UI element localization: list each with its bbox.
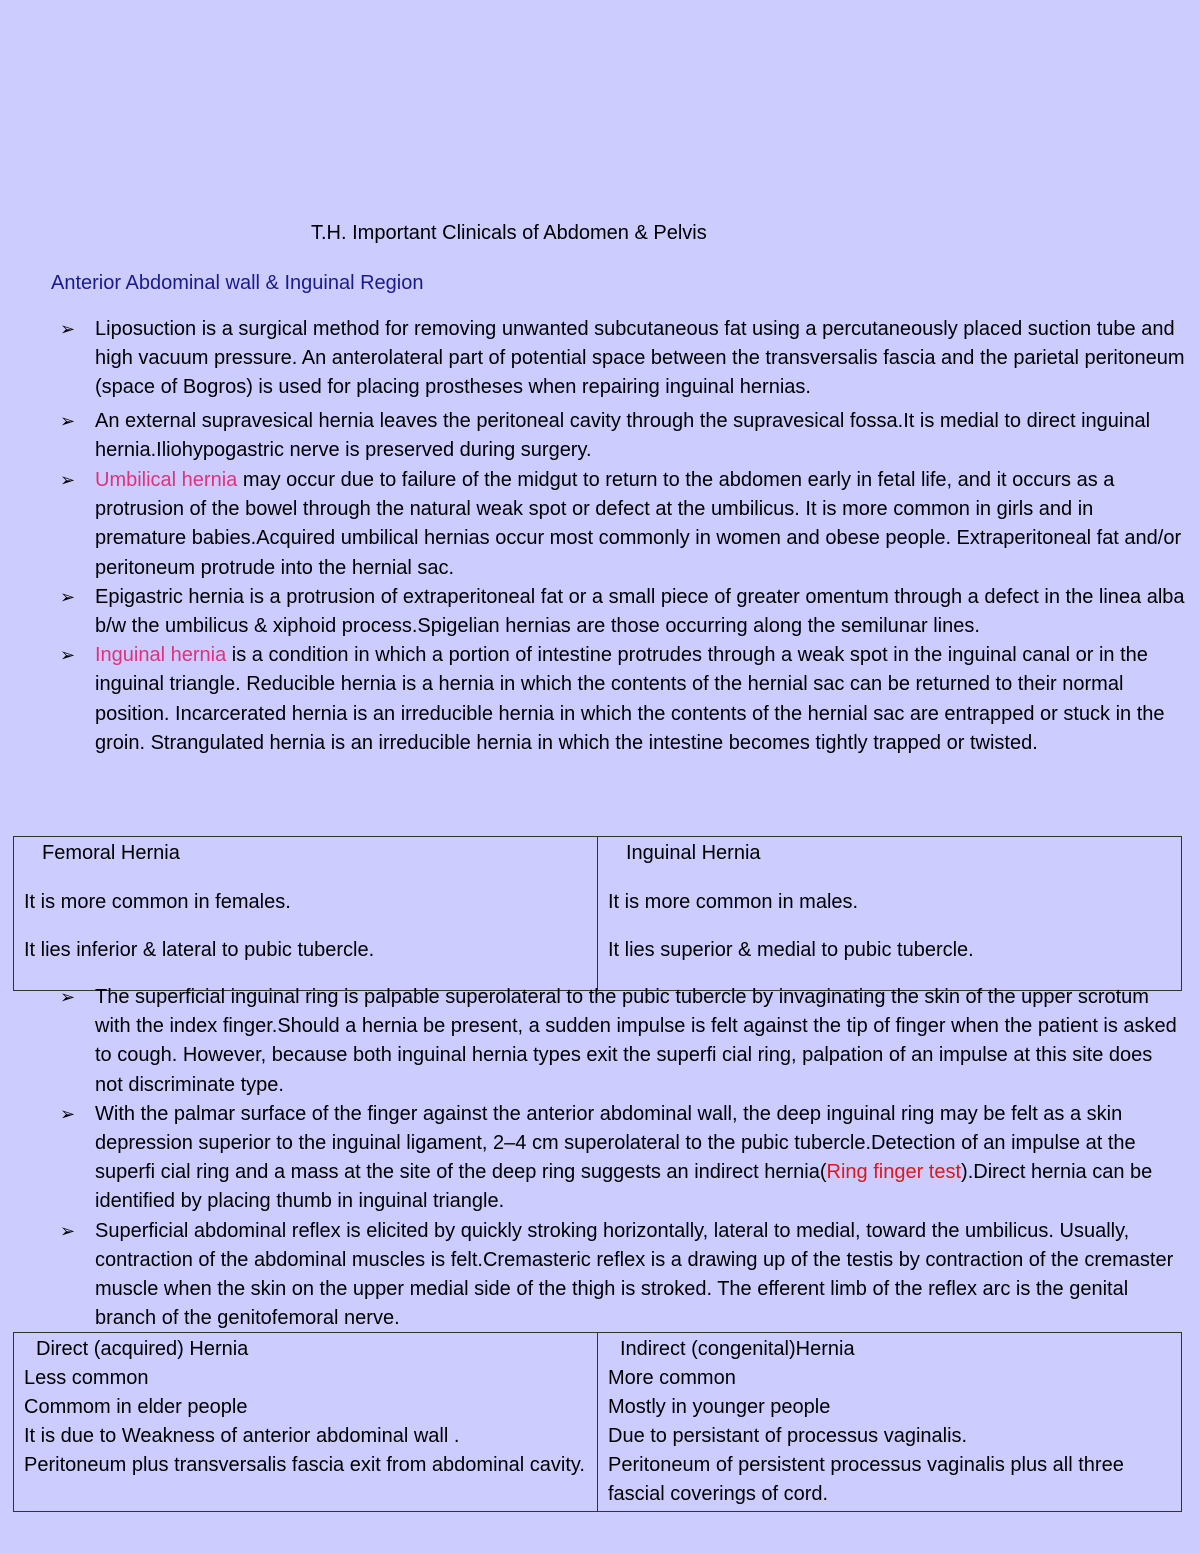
item-text: is a condition in which a portion of intestine protrudes through a weak spot in the inguinal canal or in the inguinal triangle. Reducible hernia is a hernia in which the contents of the hernial sac can be returned to their normal position. Incarcerated hernia is an irreducible hernia in which the contents of the hernial sac are entrapped or stuck in the groin. Strangulated hernia is an irreducible hernia in which the intestine becomes tightly trapped or twisted. <box>95 644 1165 754</box>
bullet-list-top <box>60 315 1185 758</box>
cell-line: It is due to Weakness of anterior abdominal wall . <box>24 1425 460 1447</box>
highlight-term: Inguinal hernia <box>95 644 227 667</box>
page-title: T.H. Important Clinicals of Abdomen & Pelvis <box>311 222 707 244</box>
arrow-bullet-icon: ➢ <box>60 586 76 607</box>
cell-line: Peritoneum of persistent processus vaginalis plus all three fascial coverings of cord. <box>608 1454 1124 1505</box>
item-text: An external supravesical hernia leaves the peritoneal cavity through the supravesical fossa.It is medial to direct inguinal hernia.Iliohypogastric nerve is preserved during surgery. <box>95 409 1151 461</box>
list-item <box>60 466 1185 583</box>
item-text: Superficial abdominal reflex is elicited by quickly stroking horizontally, lateral to medial, toward the umbilicus. Usually, contraction of the abdominal muscles is felt.Cremasteric reflex is a drawing up of the testis by contraction of the cremaster muscle when the skin on the upper medial side of the thigh is stroked. The efferent limb of the reflex arc is the genital branch of the genitofemoral nerve. <box>95 1219 1174 1330</box>
item-text: With the palmar surface of the finger against the anterior abdominal wall, the deep inguinal ring may be felt as a skin depression superior to the inguinal ligament, 2–4 cm superolateral to the pubic tubercle.Detection of an impulse at the superfi cial ring and a mass at the site of the deep ring suggests an indirect hernia( <box>95 1102 1136 1184</box>
table-cell <box>598 1333 1182 1512</box>
list-item <box>60 407 1185 465</box>
item-text: Epigastric hernia is a protrusion of extraperitoneal fat or a small piece of greater omentum through a defect in the linea alba b/w the umbilicus & xiphoid process.Spigelian hernias are those occurring along the semilunar lines. <box>95 585 1185 638</box>
list-item <box>60 641 1185 758</box>
arrow-bullet-icon: ➢ <box>60 987 76 1007</box>
femoral-vs-inguinal-table <box>13 836 1182 991</box>
arrow-bullet-icon: ➢ <box>60 1220 76 1241</box>
arrow-bullet-icon: ➢ <box>60 470 76 491</box>
cell-line: It is more common in males. <box>608 891 859 913</box>
item-text: may occur due to failure of the midgut to return to the abdomen early in fetal life, and it occurs as a protrusion of the bowel through the natural weak spot or defect at the umbilicus. It is more common in girls and in premature babies.Acquired umbilical hernias occur most commonly in women and obese people. Extraperitoneal fat and/or peritoneum protrude into the hernial sac. <box>95 469 1182 579</box>
cell-line: More common <box>608 1367 736 1389</box>
list-item <box>60 315 1185 403</box>
list-item <box>60 1100 1185 1217</box>
section-heading: Anterior Abdominal wall & Inguinal Region <box>51 272 424 294</box>
bullet-list-bottom <box>60 983 1185 1333</box>
item-text: ).Direct hernia can be identified by placing thumb in inguinal triangle. <box>95 1161 1153 1213</box>
direct-vs-indirect-table <box>13 1332 1182 1512</box>
table-row <box>14 1333 1182 1512</box>
table-row <box>14 837 1182 991</box>
column-heading: Inguinal Hernia <box>626 842 761 864</box>
column-heading: Direct (acquired) Hernia <box>36 1338 249 1360</box>
item-text: The superficial inguinal ring is palpable superolateral to the pubic tubercle by invaginating the skin of the upper scrotum with the index finger.Should a hernia be present, a sudden impulse is felt against the tip of finger when the patient is asked to cough. However, because both inguinal hernia types exit the superfi cial ring, palpation of an impulse at this site does not discriminate type. <box>95 986 1177 1096</box>
arrow-bullet-icon: ➢ <box>60 645 76 666</box>
table-cell <box>598 837 1182 991</box>
cell-line: Commom in elder people <box>24 1396 248 1418</box>
cell-line: Mostly in younger people <box>608 1396 831 1418</box>
cell-line: It is more common in females. <box>24 891 291 913</box>
arrow-bullet-icon: ➢ <box>60 410 76 431</box>
arrow-bullet-icon: ➢ <box>60 319 76 339</box>
column-heading: Indirect (congenital)Hernia <box>620 1338 855 1360</box>
highlight-term: Ring finger test <box>826 1161 962 1184</box>
highlight-term: Umbilical hernia <box>95 469 238 492</box>
table-cell <box>14 837 598 991</box>
arrow-bullet-icon: ➢ <box>60 1103 76 1124</box>
table-cell <box>14 1333 598 1512</box>
cell-line: It lies inferior & lateral to pubic tubercle. <box>24 939 375 961</box>
cell-line: It lies superior & medial to pubic tubercle. <box>608 939 974 961</box>
item-text: Liposuction is a surgical method for removing unwanted subcutaneous fat using a percutaneously placed suction tube and high vacuum pressure. An anterolateral part of potential space between the transversalis fascia and the parietal peritoneum (space of Bogros) is used for placing prostheses when repairing inguinal hernias. <box>95 318 1185 399</box>
column-heading: Femoral Hernia <box>42 842 180 864</box>
list-item <box>60 1217 1185 1334</box>
list-item <box>60 583 1185 641</box>
cell-line: Peritoneum plus transversalis fascia exit from abdominal cavity. <box>24 1454 585 1476</box>
list-item <box>60 983 1185 1100</box>
cell-line: Less common <box>24 1367 149 1389</box>
cell-line: Due to persistant of processus vaginalis. <box>608 1425 968 1447</box>
